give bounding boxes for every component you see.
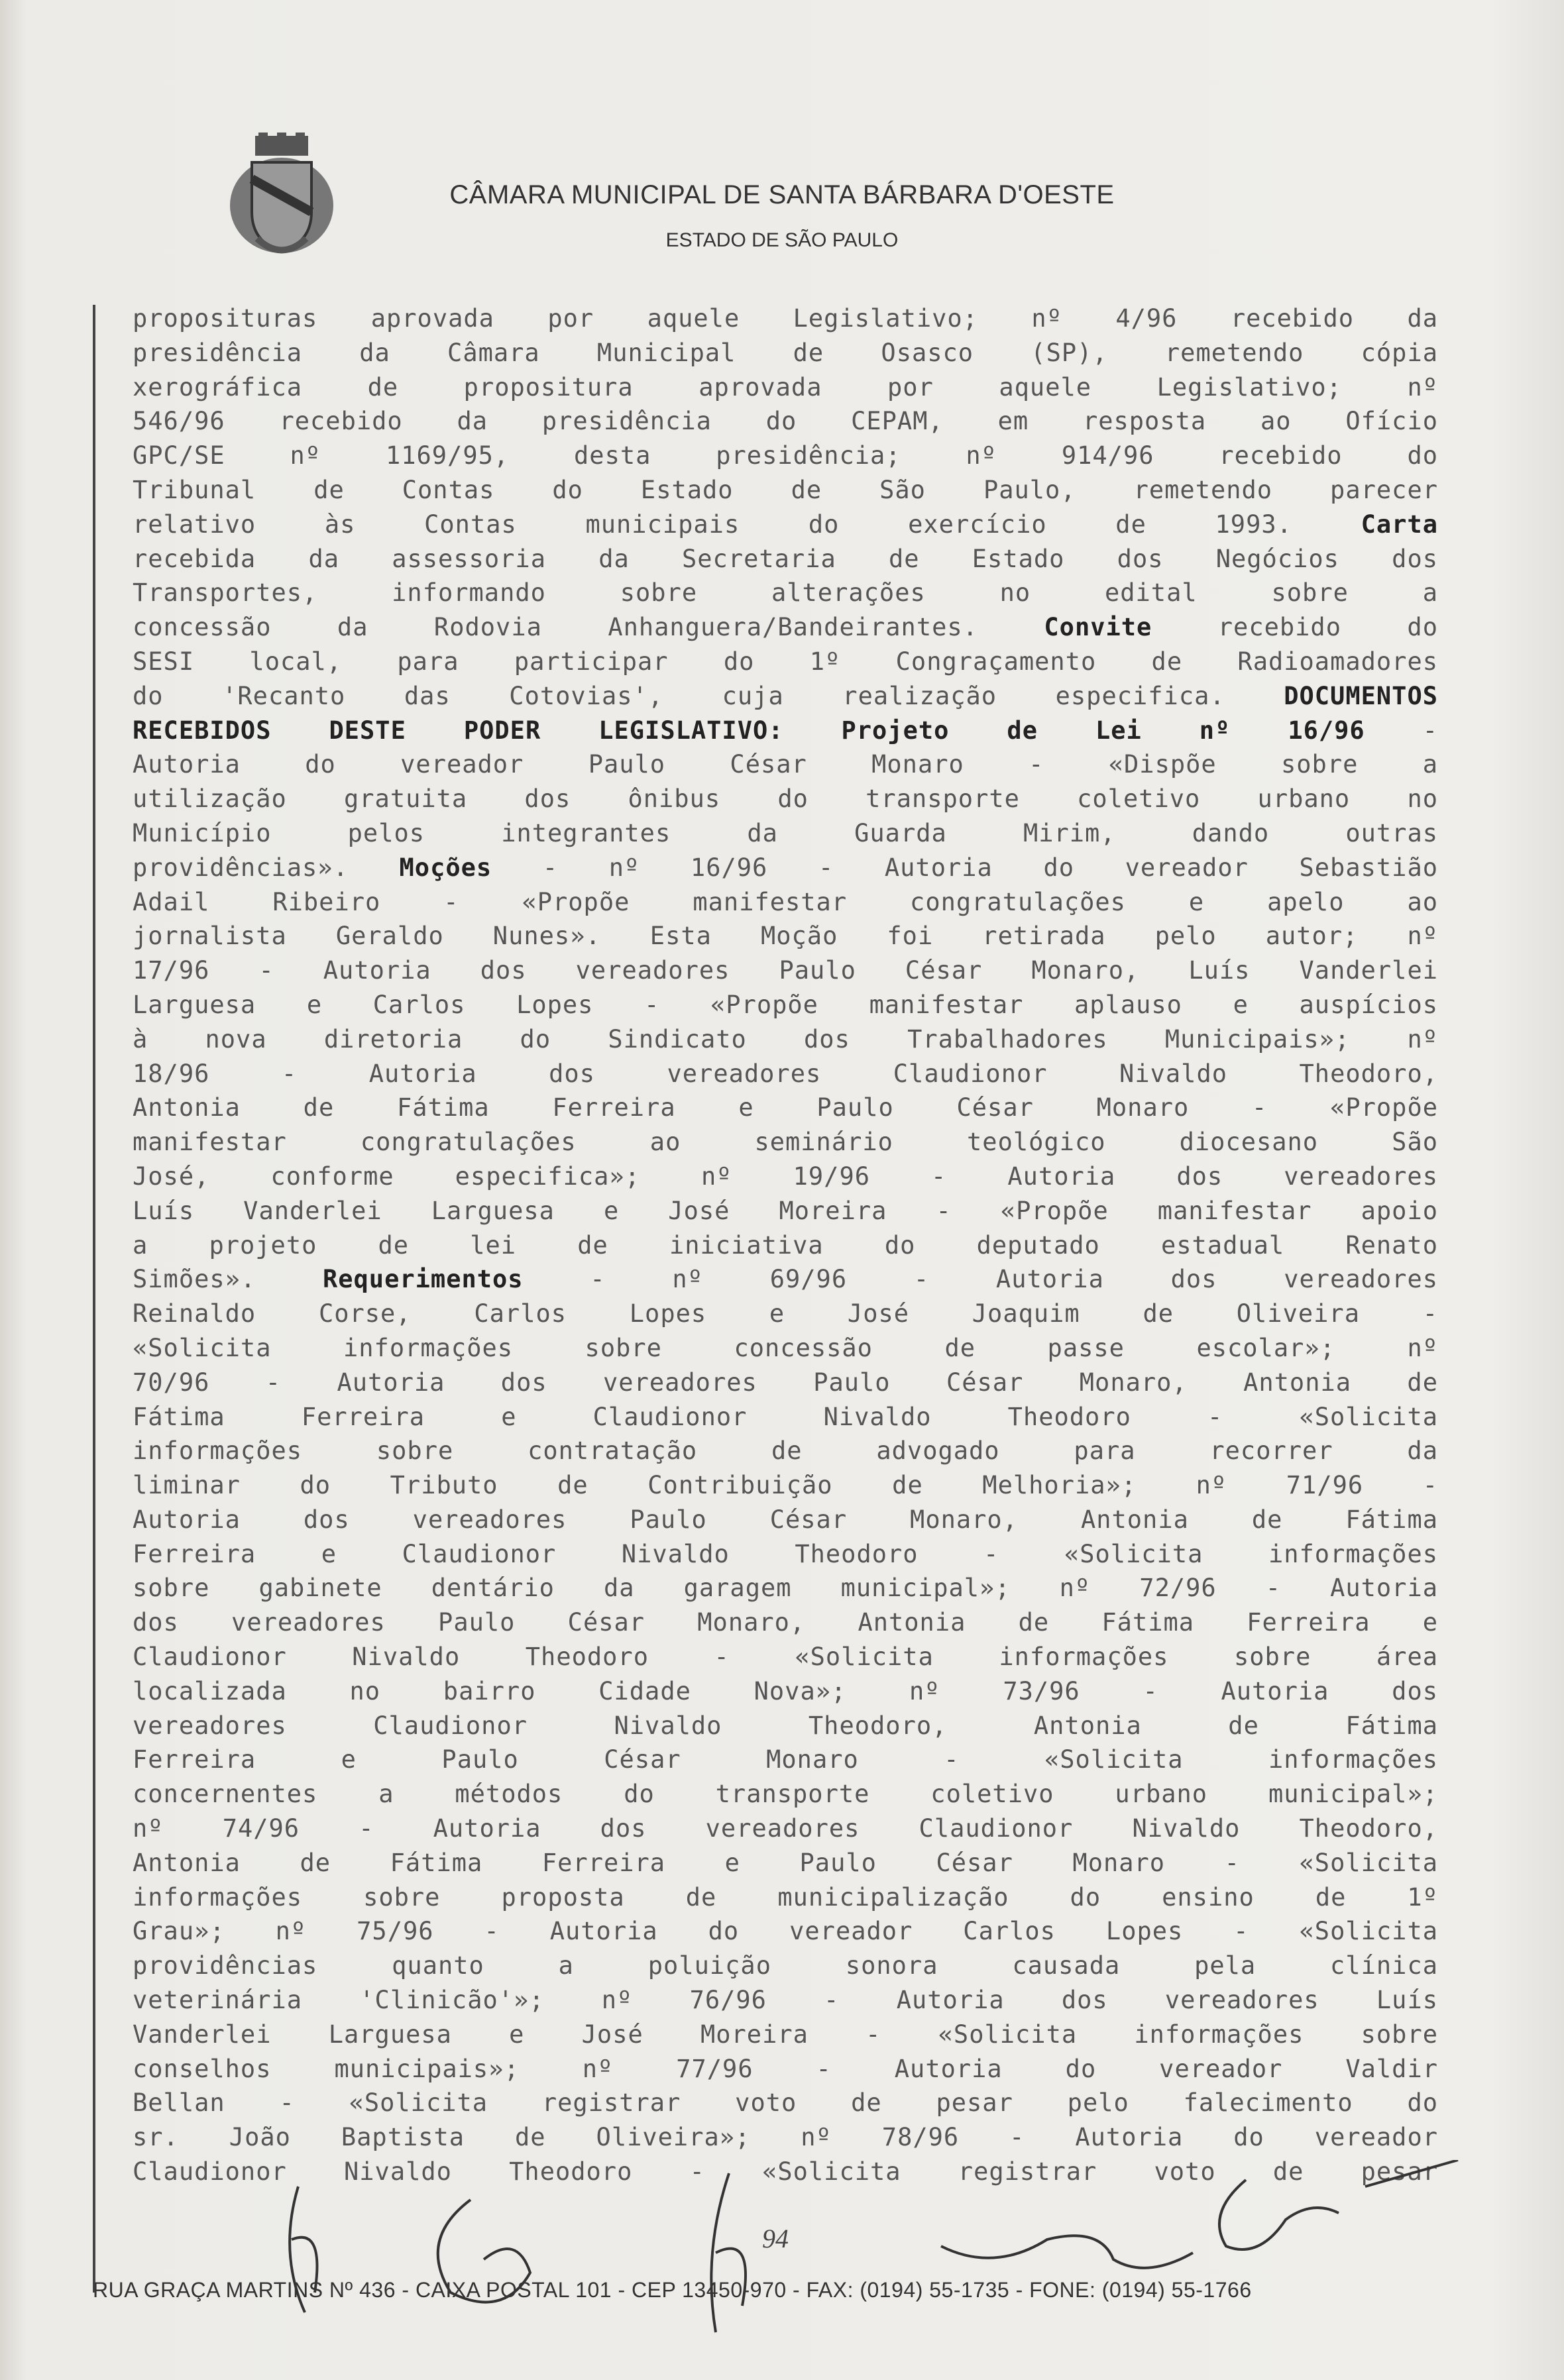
- bold-heading-text: Carta: [1361, 510, 1438, 539]
- text-line: [133, 1297, 1438, 1331]
- text-segment: liminar do Tributo de Contribuição de Melhoria»; nº 71/96 -: [133, 1471, 1438, 1500]
- text-line: [133, 1914, 1438, 1949]
- text-segment: informações sobre contratação de advogado para recorrer da: [133, 1436, 1438, 1466]
- text-line: [133, 1468, 1438, 1503]
- text-segment: localizada no bairro Cidade Nova»; nº 73/96 - Autoria dos: [133, 1676, 1438, 1705]
- text-line: [133, 919, 1438, 953]
- text-line: [133, 1503, 1438, 1537]
- text-line: [133, 1125, 1438, 1160]
- text-segment: manifestar congratulações ao seminário teológico diocesano São: [133, 1128, 1438, 1157]
- text-line: [133, 1640, 1438, 1674]
- text-line: [133, 1777, 1438, 1812]
- text-segment: 18/96 - Autoria dos vereadores Claudionor Nivaldo Theodoro,: [133, 1059, 1438, 1088]
- text-line: [133, 2120, 1438, 2155]
- text-segment: José, conforme especifica»; nº 19/96 - Autoria dos vereadores: [133, 1162, 1438, 1191]
- text-line: [133, 542, 1438, 576]
- text-segment: Ferreira e Paulo César Monaro - «Solicita informações: [133, 1745, 1438, 1774]
- text-line: [133, 953, 1438, 988]
- text-segment: utilização gratuita dos ônibus do transporte coletivo urbano no: [133, 784, 1438, 814]
- text-segment: recebida da assessoria da Secretaria de Estado dos Negócios dos: [133, 544, 1438, 573]
- text-segment: Simões».: [133, 1265, 323, 1294]
- text-segment: recebido do: [1152, 613, 1438, 642]
- text-line: [133, 1331, 1438, 1366]
- text-line: [133, 610, 1438, 645]
- text-line: [133, 439, 1438, 473]
- text-segment: providências».: [133, 853, 400, 882]
- text-segment: Claudionor Nivaldo Theodoro - «Solicita informações sobre área: [133, 1643, 1438, 1672]
- bold-heading-text: DOCUMENTOS: [1284, 681, 1438, 710]
- text-line: [133, 1674, 1438, 1709]
- text-line: [133, 747, 1438, 782]
- text-line: [133, 851, 1438, 885]
- text-segment: - nº 69/96 - Autoria dos vereadores: [523, 1265, 1438, 1294]
- text-segment: Bellan - «Solicita registrar voto de pesar pelo falecimento do: [133, 2088, 1438, 2118]
- text-line: [133, 1434, 1438, 1468]
- text-line: [133, 816, 1438, 851]
- text-segment: Larguesa e Carlos Lopes - «Propõe manifestar aplauso e auspícios: [133, 990, 1438, 1019]
- text-segment: providências quanto a poluição sonora causada pela clínica: [133, 1951, 1438, 1980]
- text-line: [133, 1846, 1438, 1880]
- text-segment: jornalista Geraldo Nunes». Esta Moção foi retirada pelo autor; nº: [133, 922, 1438, 951]
- text-segment: Autoria do vereador Paulo César Monaro - «Dispõe sobre a: [133, 750, 1438, 779]
- text-line: [133, 679, 1438, 714]
- text-line: [133, 1262, 1438, 1297]
- text-line: [133, 1605, 1438, 1640]
- margin-rule: [93, 305, 95, 2293]
- text-segment: Ferreira e Claudionor Nivaldo Theodoro - «Solicita informações: [133, 1539, 1438, 1568]
- text-segment: concernentes a métodos do transporte coletivo urbano municipal»;: [133, 1780, 1438, 1809]
- text-line: [133, 2155, 1438, 2189]
- text-segment: sr. João Baptista de Oliveira»; nº 78/96 - Autoria do vereador: [133, 2123, 1438, 2152]
- text-segment: Tribunal de Contas do Estado de São Paulo, remetendo parecer: [133, 475, 1438, 504]
- text-segment: nº 74/96 - Autoria dos vereadores Claudionor Nivaldo Theodoro,: [133, 1814, 1438, 1843]
- text-line: [133, 1091, 1438, 1125]
- text-line: [133, 2018, 1438, 2052]
- text-segment: a projeto de lei de iniciativa do deputado estadual Renato: [133, 1230, 1438, 1260]
- text-line: [133, 885, 1438, 920]
- text-segment: xerográfica de propositura aprovada por aquele Legislativo; nº: [133, 372, 1438, 402]
- bold-heading-text: RECEBIDOS DESTE PODER LEGISLATIVO: Projeto de Lei nº 16/96: [133, 716, 1365, 745]
- text-line: [133, 404, 1438, 439]
- handwritten-signatures: [252, 2160, 1511, 2359]
- institution-title: CÂMARA MUNICIPAL DE SANTA BÁRBARA D'OESTE: [449, 180, 1115, 209]
- text-line: [133, 301, 1438, 336]
- text-line: [133, 1400, 1438, 1434]
- text-segment: SESI local, para participar do 1º Congraçamento de Radioamadores: [133, 647, 1438, 676]
- minutes-body-text: [133, 301, 1438, 2189]
- text-line: [133, 1160, 1438, 1194]
- text-line: [133, 1571, 1438, 1605]
- text-line: [133, 1366, 1438, 1400]
- text-segment: Luís Vanderlei Larguesa e José Moreira - «Propõe manifestar apoio: [133, 1196, 1438, 1225]
- text-segment: -: [1365, 716, 1438, 745]
- text-segment: Fátima Ferreira e Claudionor Nivaldo Theodoro - «Solicita: [133, 1402, 1438, 1431]
- text-segment: Reinaldo Corse, Carlos Lopes e José Joaquim de Oliveira -: [133, 1299, 1438, 1328]
- text-segment: «Solicita informações sobre concessão de passe escolar»; nº: [133, 1333, 1438, 1362]
- text-segment: GPC/SE nº 1169/95, desta presidência; nº 914/96 recebido do: [133, 441, 1438, 470]
- text-line: [133, 508, 1438, 542]
- text-segment: 17/96 - Autoria dos vereadores Paulo César Monaro, Luís Vanderlei: [133, 956, 1438, 985]
- text-line: [133, 336, 1438, 370]
- text-segment: veterinária 'Clinicão'»; nº 76/96 - Autoria dos vereadores Luís: [133, 1986, 1438, 2015]
- text-line: [133, 645, 1438, 679]
- text-segment: Claudionor Nivaldo Theodoro - «Solicita registrar voto de pesar: [133, 2157, 1438, 2187]
- text-line: [133, 473, 1438, 508]
- text-segment: presidência da Câmara Municipal de Osasco (SP), remetendo cópia: [133, 338, 1438, 367]
- text-segment: Transportes, informando sobre alterações no edital sobre a: [133, 578, 1438, 608]
- text-line: [133, 2086, 1438, 2120]
- text-line: [133, 1743, 1438, 1777]
- institution-subtitle: ESTADO DE SÃO PAULO: [665, 229, 899, 251]
- text-segment: dos vereadores Paulo César Monaro, Antonia de Fátima Ferreira e: [133, 1608, 1438, 1637]
- bold-heading-text: Moções: [399, 853, 492, 882]
- text-segment: 70/96 - Autoria dos vereadores Paulo César Monaro, Antonia de: [133, 1368, 1438, 1397]
- text-segment: vereadores Claudionor Nivaldo Theodoro, Antonia de Fátima: [133, 1711, 1438, 1740]
- text-line: [133, 1194, 1438, 1228]
- text-segment: à nova diretoria do Sindicato dos Trabalhadores Municipais»; nº: [133, 1024, 1438, 1054]
- text-segment: do 'Recanto das Cotovias', cuja realização especifica.: [133, 681, 1284, 710]
- text-line: [133, 1022, 1438, 1057]
- text-segment: - nº 16/96 - Autoria do vereador Sebastião: [492, 853, 1438, 882]
- bold-heading-text: Convite: [1044, 613, 1152, 642]
- text-line: [133, 1709, 1438, 1743]
- bold-heading-text: Requerimentos: [322, 1265, 524, 1294]
- text-segment: Vanderlei Larguesa e José Moreira - «Solicita informações sobre: [133, 2020, 1438, 2049]
- text-segment: Antonia de Fátima Ferreira e Paulo César Monaro - «Solicita: [133, 1848, 1438, 1877]
- text-segment: 546/96 recebido da presidência do CEPAM, em resposta ao Ofício: [133, 407, 1438, 436]
- text-segment: proposituras aprovada por aquele Legislativo; nº 4/96 recebido da: [133, 304, 1438, 333]
- page-number: 94: [762, 2224, 789, 2253]
- text-segment: concessão da Rodovia Anhanguera/Bandeirantes.: [133, 613, 1044, 642]
- text-line: [133, 1228, 1438, 1263]
- footer-address: RUA GRAÇA MARTINS Nº 436 - CAIXA POSTAL 101 - CEP 13450-970 - FAX: (0194) 55-1735 - FONE: (0194) 55-1766: [93, 2278, 1252, 2302]
- text-line: [133, 370, 1438, 405]
- text-line: [133, 782, 1438, 816]
- text-segment: Grau»; nº 75/96 - Autoria do vereador Carlos Lopes - «Solicita: [133, 1917, 1438, 1946]
- text-segment: informações sobre proposta de municipalização do ensino de 1º: [133, 1882, 1438, 1912]
- text-line: [133, 1537, 1438, 1572]
- text-line: [133, 1983, 1438, 2018]
- text-line: [133, 1812, 1438, 1846]
- text-segment: Antonia de Fátima Ferreira e Paulo César Monaro - «Propõe: [133, 1093, 1438, 1122]
- text-segment: sobre gabinete dentário da garagem municipal»; nº 72/96 - Autoria: [133, 1574, 1438, 1603]
- text-line: [133, 1880, 1438, 1915]
- text-line: [133, 714, 1438, 748]
- text-segment: relativo às Contas municipais do exercício de 1993.: [133, 510, 1361, 539]
- text-line: [133, 1949, 1438, 1983]
- text-segment: conselhos municipais»; nº 77/96 - Autoria do vereador Valdir: [133, 2054, 1438, 2083]
- text-line: [133, 2052, 1438, 2086]
- text-segment: Autoria dos vereadores Paulo César Monaro, Antonia de Fátima: [133, 1505, 1438, 1534]
- text-line: [133, 1057, 1438, 1091]
- text-line: [133, 576, 1438, 610]
- text-segment: Município pelos integrantes da Guarda Mirim, dando outras: [133, 818, 1438, 847]
- text-segment: Adail Ribeiro - «Propõe manifestar congratulações e apelo ao: [133, 887, 1438, 916]
- text-line: [133, 988, 1438, 1022]
